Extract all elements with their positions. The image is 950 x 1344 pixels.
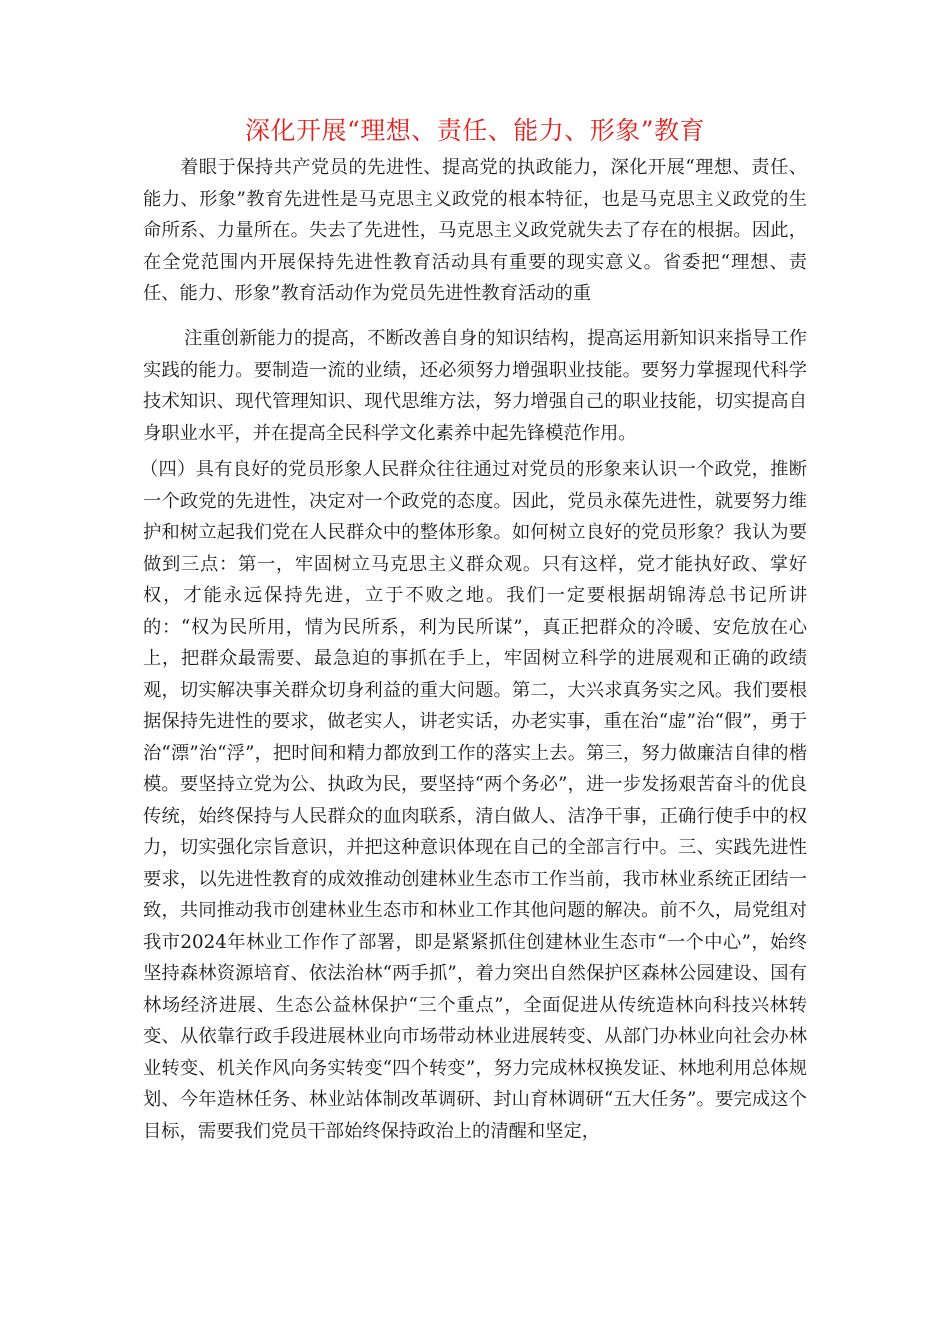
paragraph-party-image: （四）具有良好的党员形象人民群众往往通过对党员的形象来认识一个政党，推断一个政党的先进性，决定对一个政党的态度。因此，党员永葆先进性，就要努力维护和树立起我们党在人民群众中的整体形象。如何树立良好的党员形象？我认为要做到三点：第一，牢固树立马克思主义群众观。只有这样，党才能执好政、掌好权，才能永远保持先进，立于不败之地。我们一定要根据胡锦涛总书记所讲的：“权为民所用，情为民所系，利为民所谋”，真正把群众的冷暖、安危放在心上，把群众最需要、最急迫的事抓在手上，牢固树立科学的进展观和正确的政绩观，切实解决事关群众切身利益的重大问题。第二，大兴求真务实之风。我们要根据保持先进性的要求，做老实人，讲老实话，办老实事，重在治“虚”治“假”，勇于治“漂”治“浮”，把时间和精力都放到工作的落实上去。第三，努力做廉洁自律的楷模。要坚持立党为公、执政为民，要坚持“两个务必”，进一步发扬艰苦奋斗的优良传统，始终保持与人民群众的血肉联系，清白做人、洁净干事，正确行使手中的权力，切实强化宗旨意识，并把这种意识体现在自己的全部言行中。三、实践先进性要求，以先进性教育的成效推动创建林业生态市工作当前，我市林业系统正团结一致，共同推动我市创建林业生态市和林业工作其他问题的解决。前不久，局党组对我市2024年林业工作作了部署，即是紧紧抓住创建林业生态市“一个中心”，始终坚持森林资源培育、依法治林“两手抓”，着力突出自然保护区森林公园建设、国有林场经济进展、生态公益林保护“三个重点”，全面促进从传统造林向科技兴林转变、从依靠行政手段进展林业向市场带动林业进展转变、从部门办林业向社会办林业转变、机关作风向务实转变“四个转变”，努力完成林权换发证、林地利用总体规划、今年造林任务、林业站体制改革调研、封山育林调研“五大任务”。要完成这个目标，需要我们党员干部始终保持政治上的清醒和坚定，: [140, 459, 807, 1142]
document-title: 深化开展“理想、责任、能力、形象”教育: [244, 116, 706, 145]
paragraph-innovation: 注重创新能力的提高，不断改善自身的知识结构，提高运用新知识来指导工作实践的能力。要制造一流的业绩，还必须努力增强职业技能。要努力掌握现代科学技术知识、现代管理知识、现代思维方法，努力增强自己的职业技能，切实提高自身职业水平，并在提高全民科学文化素养中起先锋模范作用。: [143, 328, 807, 444]
paragraph-intro: 着眼于保持共产党员的先进性、提高党的执政能力，深化开展“理想、责任、能力、形象”教育先进性是马克思主义政党的根本特征，也是马克思主义政党的生命所系、力量所在。失去了先进性，马克思主义政党就失去了存在的根据。因此，在全党范围内开展保持先进性教育活动具有重要的现实意义。省委把“理想、责任、能力、形象”教育活动作为党员先进性教育活动的重: [143, 157, 807, 304]
